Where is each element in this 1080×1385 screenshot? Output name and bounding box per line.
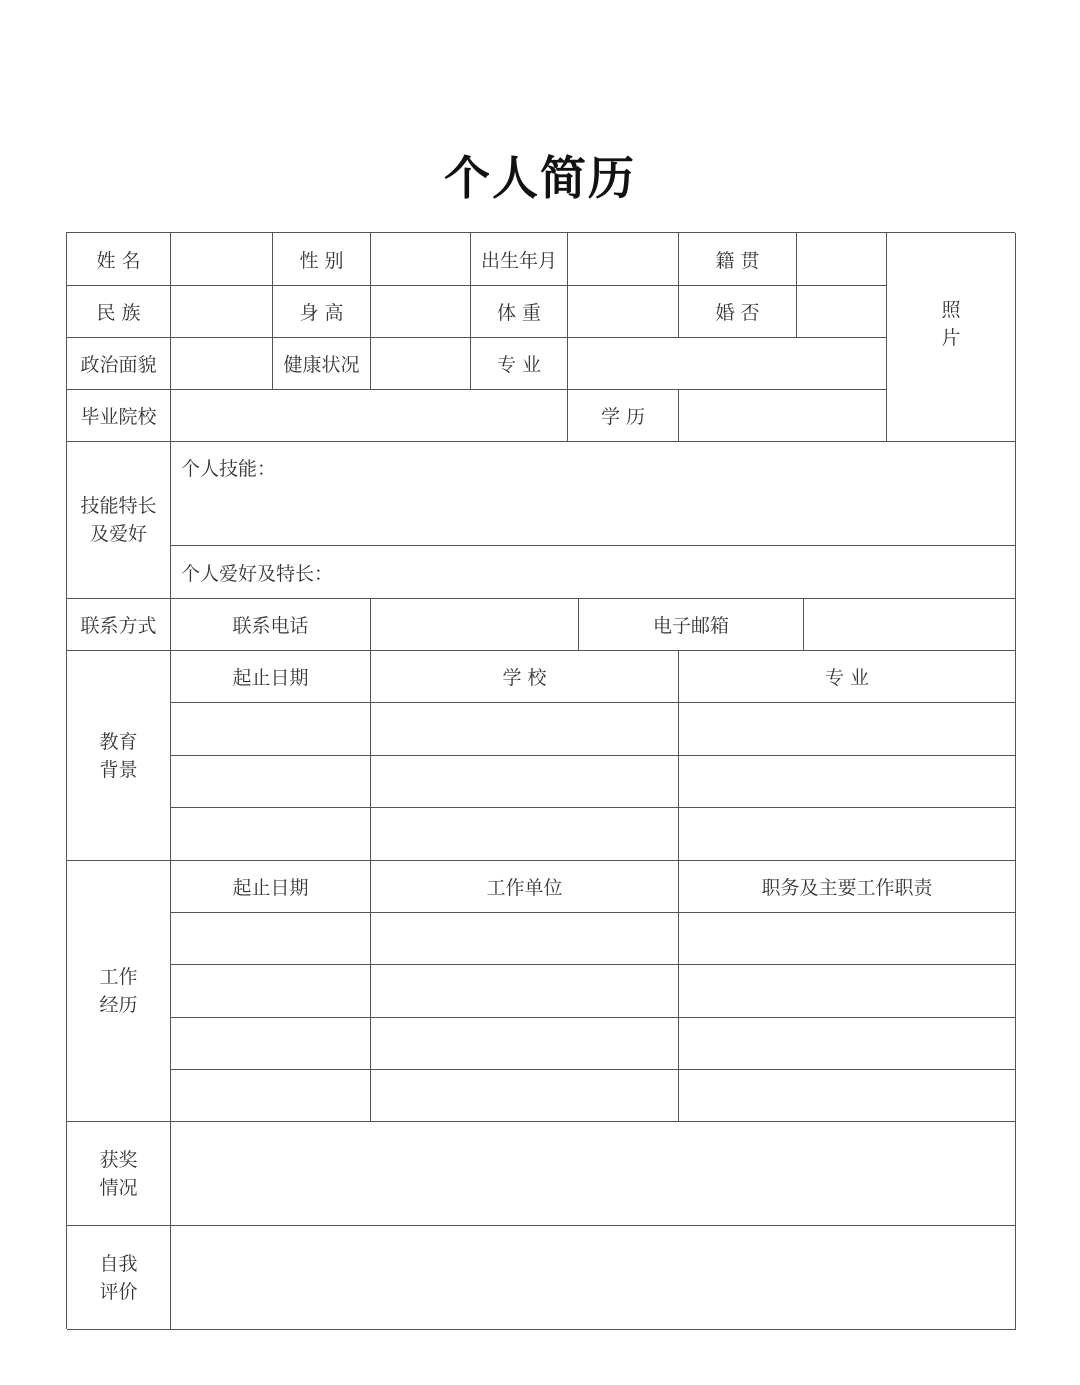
major-field[interactable] [568, 338, 887, 390]
name-field[interactable] [171, 233, 273, 286]
phone-field[interactable] [371, 599, 579, 651]
school-field[interactable] [171, 390, 568, 442]
ethnic-label: 民 族 [67, 286, 171, 338]
degree-field[interactable] [679, 390, 887, 442]
skills-section-label [67, 442, 171, 599]
education-section-label [67, 651, 171, 861]
work-row-1-company[interactable] [371, 913, 679, 965]
photo-label-1: 照 [941, 299, 961, 321]
education-label-line1: 教育 [99, 730, 138, 753]
native-field[interactable] [797, 233, 887, 286]
native-label: 籍 贯 [679, 233, 797, 286]
work-row-3-company[interactable] [371, 1018, 679, 1070]
awards-label-line2: 情况 [99, 1176, 138, 1199]
degree-label: 学 历 [568, 390, 679, 442]
photo-label-2: 片 [941, 327, 961, 349]
hobbies-field[interactable] [171, 546, 1016, 599]
height-field[interactable] [371, 286, 471, 338]
work-row-1-date[interactable] [171, 913, 371, 965]
awards-label-line1: 获奖 [99, 1148, 138, 1171]
marital-field[interactable] [797, 286, 887, 338]
evaluation-label-line1: 自我 [99, 1252, 138, 1275]
work-col-company: 工作单位 [371, 861, 679, 913]
page-title: 个人简历 [444, 151, 636, 205]
work-label-line2: 经历 [99, 994, 138, 1016]
edu-row-2-major[interactable] [679, 756, 1016, 808]
political-field[interactable] [171, 338, 273, 390]
edu-col-major: 专 业 [679, 651, 1016, 703]
edu-row-1-date[interactable] [171, 703, 371, 756]
skills-label-line2: 及爱好 [89, 523, 147, 545]
evaluation-label-line2: 评价 [99, 1280, 138, 1303]
edu-row-1-school[interactable] [371, 703, 679, 756]
school-label: 毕业院校 [67, 390, 171, 442]
weight-label: 体 重 [471, 286, 568, 338]
name-label: 姓 名 [67, 233, 171, 286]
edu-col-school: 学 校 [371, 651, 679, 703]
work-col-date: 起止日期 [171, 861, 371, 913]
skills-label-line1: 技能特长 [80, 495, 157, 517]
edu-row-3-date[interactable] [171, 808, 371, 861]
personal-skills-field[interactable] [171, 442, 1016, 546]
photo-box[interactable] [887, 233, 1016, 442]
awards-section-label [67, 1122, 171, 1226]
gender-field[interactable] [371, 233, 471, 286]
email-label: 电子邮箱 [579, 599, 804, 651]
edu-row-3-school[interactable] [371, 808, 679, 861]
phone-label: 联系电话 [171, 599, 371, 651]
political-label: 政治面貌 [67, 338, 171, 390]
evaluation-section-label [67, 1226, 171, 1330]
major-label: 专 业 [471, 338, 568, 390]
work-row-4-company[interactable] [371, 1070, 679, 1122]
work-row-1-duty[interactable] [679, 913, 1016, 965]
gender-label: 性 别 [273, 233, 371, 286]
awards-field[interactable] [171, 1122, 1016, 1226]
evaluation-field[interactable] [171, 1226, 1016, 1330]
hobbies-label: 个人爱好及特长： [181, 562, 334, 585]
work-row-2-date[interactable] [171, 965, 371, 1018]
education-label-line2: 背景 [99, 758, 138, 781]
personal-skills-label: 个人技能： [181, 458, 277, 480]
height-label: 身 高 [273, 286, 371, 338]
email-field[interactable] [804, 599, 1016, 651]
work-section-label [67, 861, 171, 1122]
marital-label: 婚 否 [679, 286, 797, 338]
work-row-4-duty[interactable] [679, 1070, 1016, 1122]
edu-row-2-date[interactable] [171, 756, 371, 808]
edu-col-date: 起止日期 [171, 651, 371, 703]
birth-field[interactable] [568, 233, 679, 286]
work-row-4-date[interactable] [171, 1070, 371, 1122]
work-col-duty: 职务及主要工作职责 [679, 861, 1016, 913]
work-row-3-duty[interactable] [679, 1018, 1016, 1070]
birth-label: 出生年月 [471, 233, 568, 286]
contact-section-label: 联系方式 [67, 599, 171, 651]
resume-table [66, 232, 1015, 1329]
work-row-2-company[interactable] [371, 965, 679, 1018]
work-label-line1: 工作 [99, 966, 138, 988]
work-row-2-duty[interactable] [679, 965, 1016, 1018]
work-row-3-date[interactable] [171, 1018, 371, 1070]
ethnic-field[interactable] [171, 286, 273, 338]
weight-field[interactable] [568, 286, 679, 338]
health-label: 健康状况 [273, 338, 371, 390]
edu-row-1-major[interactable] [679, 703, 1016, 756]
health-field[interactable] [371, 338, 471, 390]
edu-row-2-school[interactable] [371, 756, 679, 808]
edu-row-3-major[interactable] [679, 808, 1016, 861]
